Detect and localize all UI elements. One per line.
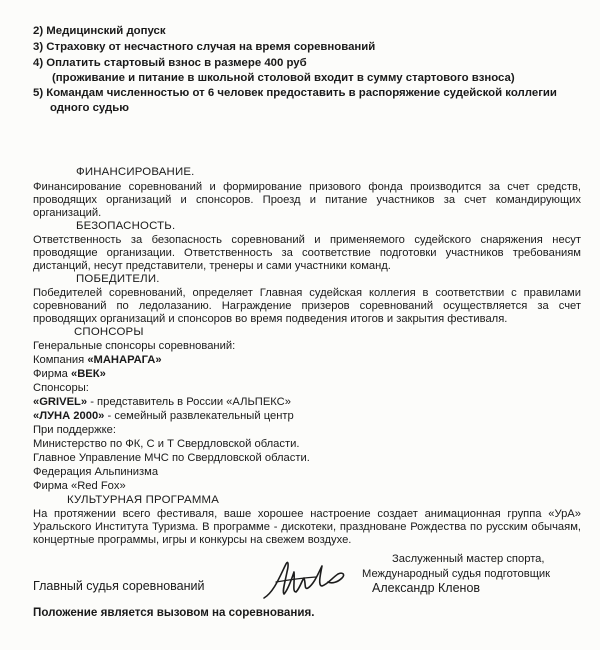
sponsor-vek: Фирма «ВЕК» (33, 368, 106, 380)
footer-note: Положение является вызовом на соревнования. (33, 606, 315, 619)
sponsor-luna: «ЛУНА 2000» - семейный развлекательный центр (33, 410, 294, 422)
support-label: При поддержке: (33, 424, 116, 436)
heading-financing: ФИНАНСИРОВАНИЕ. (76, 166, 195, 178)
support-federation: Федерация Альпинизма (33, 466, 159, 478)
winners-text: Победителей соревнований, определяет Главная судейская коллегия в соответствии с правилами соревнований по ледолазанию. Награждение призеров соревнований осуществляется за счет проводящих организаций и спонсоров во время подведения итогов и закрытия фестиваля. (33, 287, 581, 325)
requirement-fee-note: (проживание и питание в школьной столовой входит в сумму стартового взноса) (52, 72, 515, 84)
handwritten-signature (258, 552, 358, 608)
general-sponsors-label: Генеральные спонсоры соревнований: (33, 340, 236, 352)
signatory-title-2: Международный судья подготовщик (362, 568, 551, 580)
requirement-judge: 5) Командам численностью от 6 человек предоставить в распоряжение судейской коллегии (33, 87, 557, 99)
heading-sponsors: СПОНСОРЫ (74, 326, 144, 338)
heading-winners: ПОБЕДИТЕЛИ. (76, 273, 160, 285)
signatory-title-1: Заслуженный мастер спорта, (392, 553, 545, 565)
requirement-insurance: 3) Страховку от несчастного случая на время соревнований (33, 41, 376, 53)
requirement-judge-cont: одного судью (50, 102, 129, 114)
heading-culture: КУЛЬТУРНАЯ ПРОГРАММА (67, 494, 220, 506)
sponsor-grivel: «GRIVEL» - представитель в России «АЛЬПЕКС» (33, 396, 291, 408)
requirement-fee: 4) Оплатить стартовый взнос в размере 400 руб (33, 57, 307, 69)
sponsor-manaraga: Компания «МАНАРАГА» (33, 354, 162, 366)
chief-judge-title: Главный судья соревнований (33, 579, 205, 593)
safety-text: Ответственность за безопасность соревнований и применяемого судейского снаряжения несут проводящие организации. Ответственность за соответствие подготовки участников требованиям дистанций, несут представители, тренеры и сами участники команд. (33, 234, 581, 272)
financing-text: Финансирование соревнований и формирование призового фонда производится за счет средств, проводящих организаций и спонсоров. Проезд и питание участников за счет командирующих организаций. (33, 181, 581, 219)
signatory-name: Александр Кленов (372, 581, 481, 595)
heading-safety: БЕЗОПАСНОСТЬ. (76, 220, 176, 232)
support-mchs: Главное Управление МЧС по Свердловской области. (33, 452, 310, 464)
sponsors-label: Спонсоры: (33, 382, 89, 394)
support-redfox: Фирма «Red Fox» (33, 480, 126, 492)
culture-text: На протяжении всего фестиваля, ваше хорошее настроение создает анимационная группа «УрА» Уральского Института Туризма. В программе - дискотеки, праздноване Рождества по русским обычаям, концертные программы, игры и конкурсы на свежем воздухе. (33, 508, 581, 546)
support-ministry: Министерство по ФК, С и Т Свердловской области. (33, 438, 300, 450)
requirement-medical: 2) Медицинский допуск (33, 25, 166, 37)
